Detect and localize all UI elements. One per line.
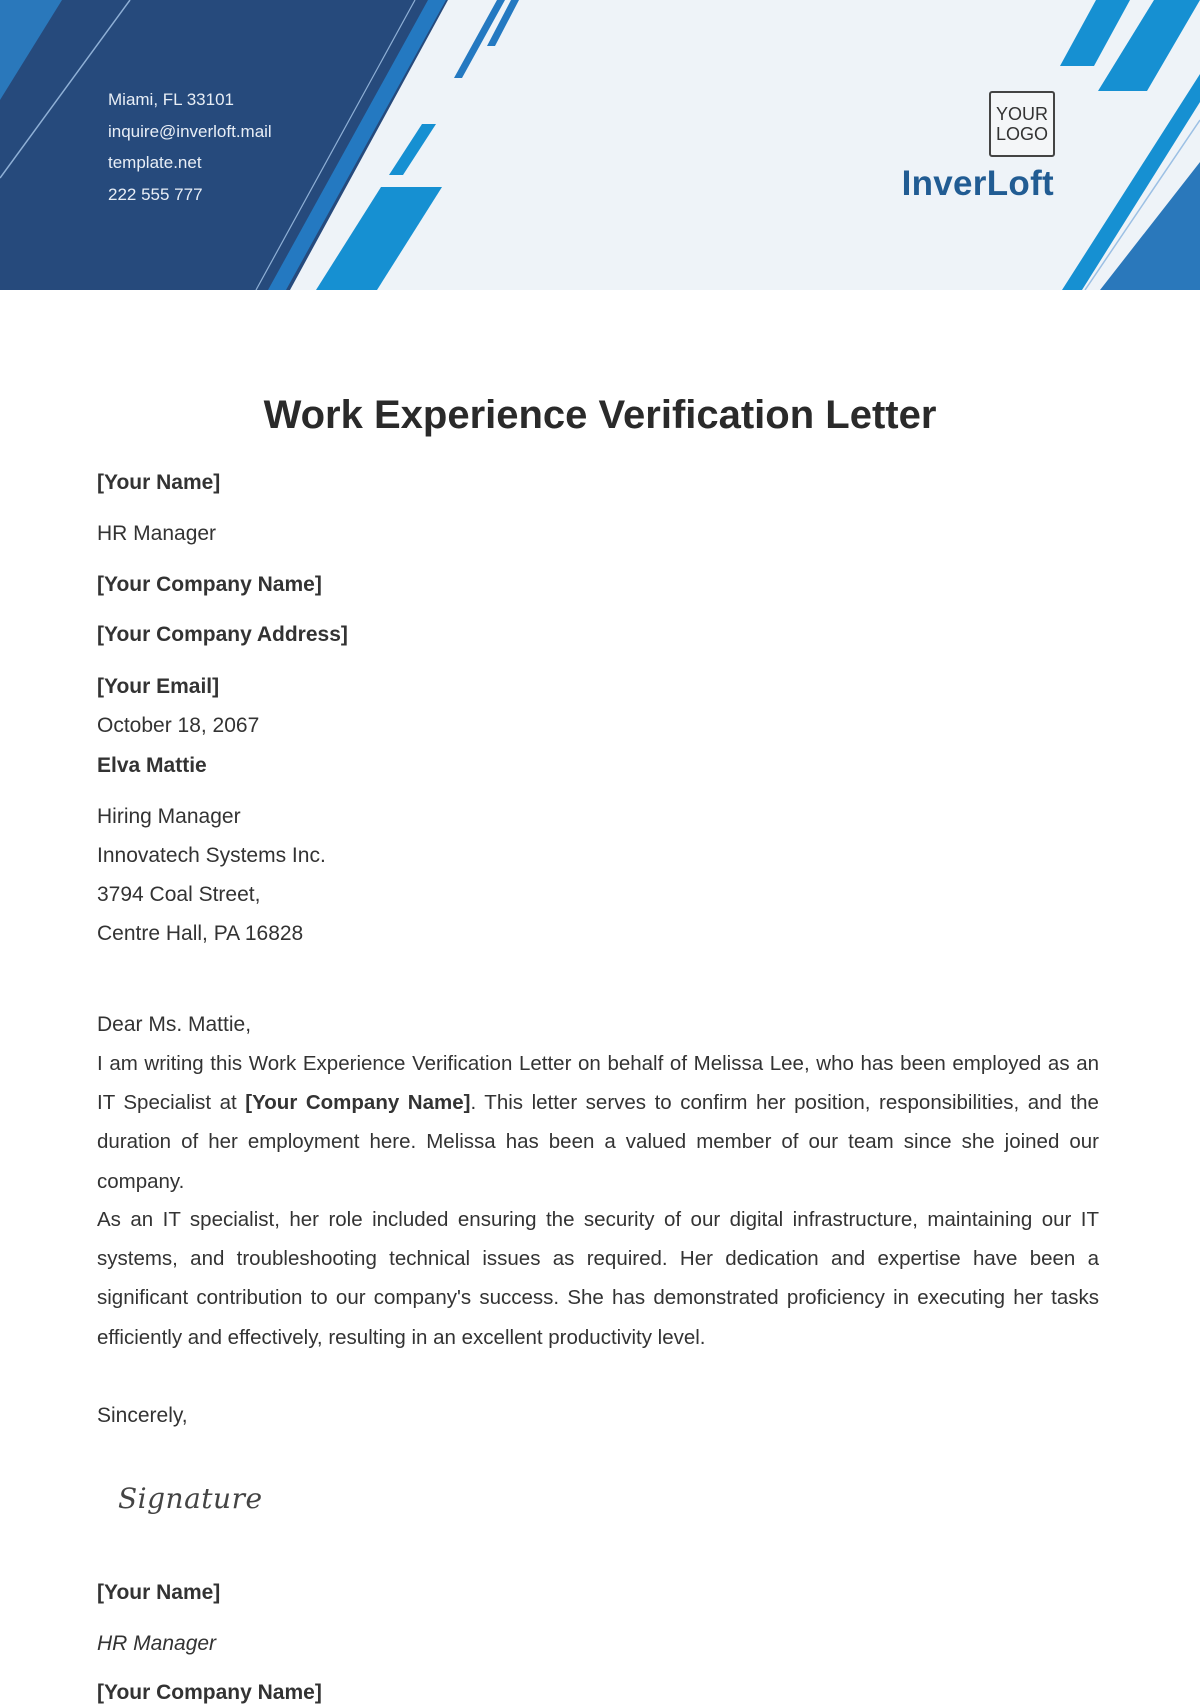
logo-placeholder bbox=[989, 91, 1055, 157]
p1-text-after: . This letter serves to confirm her position, responsibilities, and the duration of her employment here. Melissa has been a valued member of our team since she joined our company. bbox=[97, 1091, 1099, 1193]
contact-phone: 222 555 777 bbox=[108, 184, 203, 204]
page-title: Work Experience Verification Letter bbox=[263, 393, 937, 437]
contact-website: template.net bbox=[108, 153, 202, 172]
signature: Signature bbox=[118, 1482, 263, 1515]
body-paragraph-1 bbox=[97, 1044, 1099, 1201]
footer-company: [Your Company Name] bbox=[97, 1681, 322, 1704]
logo-line-2: LOGO bbox=[995, 124, 1048, 144]
sender-email: [Your Email] bbox=[97, 675, 220, 698]
p1-company-name: [Your Company Name] bbox=[245, 1091, 471, 1115]
sender-address: [Your Company Address] bbox=[97, 623, 348, 646]
salutation: Dear Ms. Mattie, bbox=[97, 1013, 252, 1036]
footer-name: [Your Name] bbox=[97, 1581, 221, 1604]
recipient-title: Hiring Manager bbox=[97, 805, 241, 828]
recipient-name: Elva Mattie bbox=[97, 754, 207, 777]
body-paragraph-2: As an IT specialist, her role included ensuring the security of our digital infrastructure, maintaining our IT systems, and troubleshooting technical issues as required. Her dedication and expertise have been a significant contribution to our company's success. She has demonstrated proficiency in executing her tasks efficiently and effectively, resulting in an excellent productivity level. bbox=[97, 1208, 1099, 1349]
sender-name: [Your Name] bbox=[97, 471, 221, 494]
contact-address: Miami, FL 33101 bbox=[108, 90, 234, 109]
recipient-company: Innovatech Systems Inc. bbox=[97, 844, 326, 867]
company-brand: InverLoft bbox=[901, 164, 1054, 203]
sender-position: HR Manager bbox=[97, 522, 217, 545]
letter-date: October 18, 2067 bbox=[97, 714, 260, 737]
closing: Sincerely, bbox=[97, 1404, 188, 1427]
contact-info bbox=[108, 84, 272, 210]
sender-company: [Your Company Name] bbox=[97, 573, 322, 596]
recipient-street: 3794 Coal Street, bbox=[97, 883, 261, 906]
contact-email: inquire@inverloft.mail bbox=[108, 121, 272, 141]
letterhead bbox=[0, 0, 1200, 290]
p1-text-before: I am writing this Work Experience Verification Letter on behalf of Melissa Lee, who has been employed as an IT Specialist at bbox=[97, 1052, 1099, 1115]
footer-position: HR Manager bbox=[97, 1632, 217, 1655]
logo-line-1: YOUR bbox=[995, 104, 1048, 124]
recipient-city: Centre Hall, PA 16828 bbox=[97, 922, 304, 945]
